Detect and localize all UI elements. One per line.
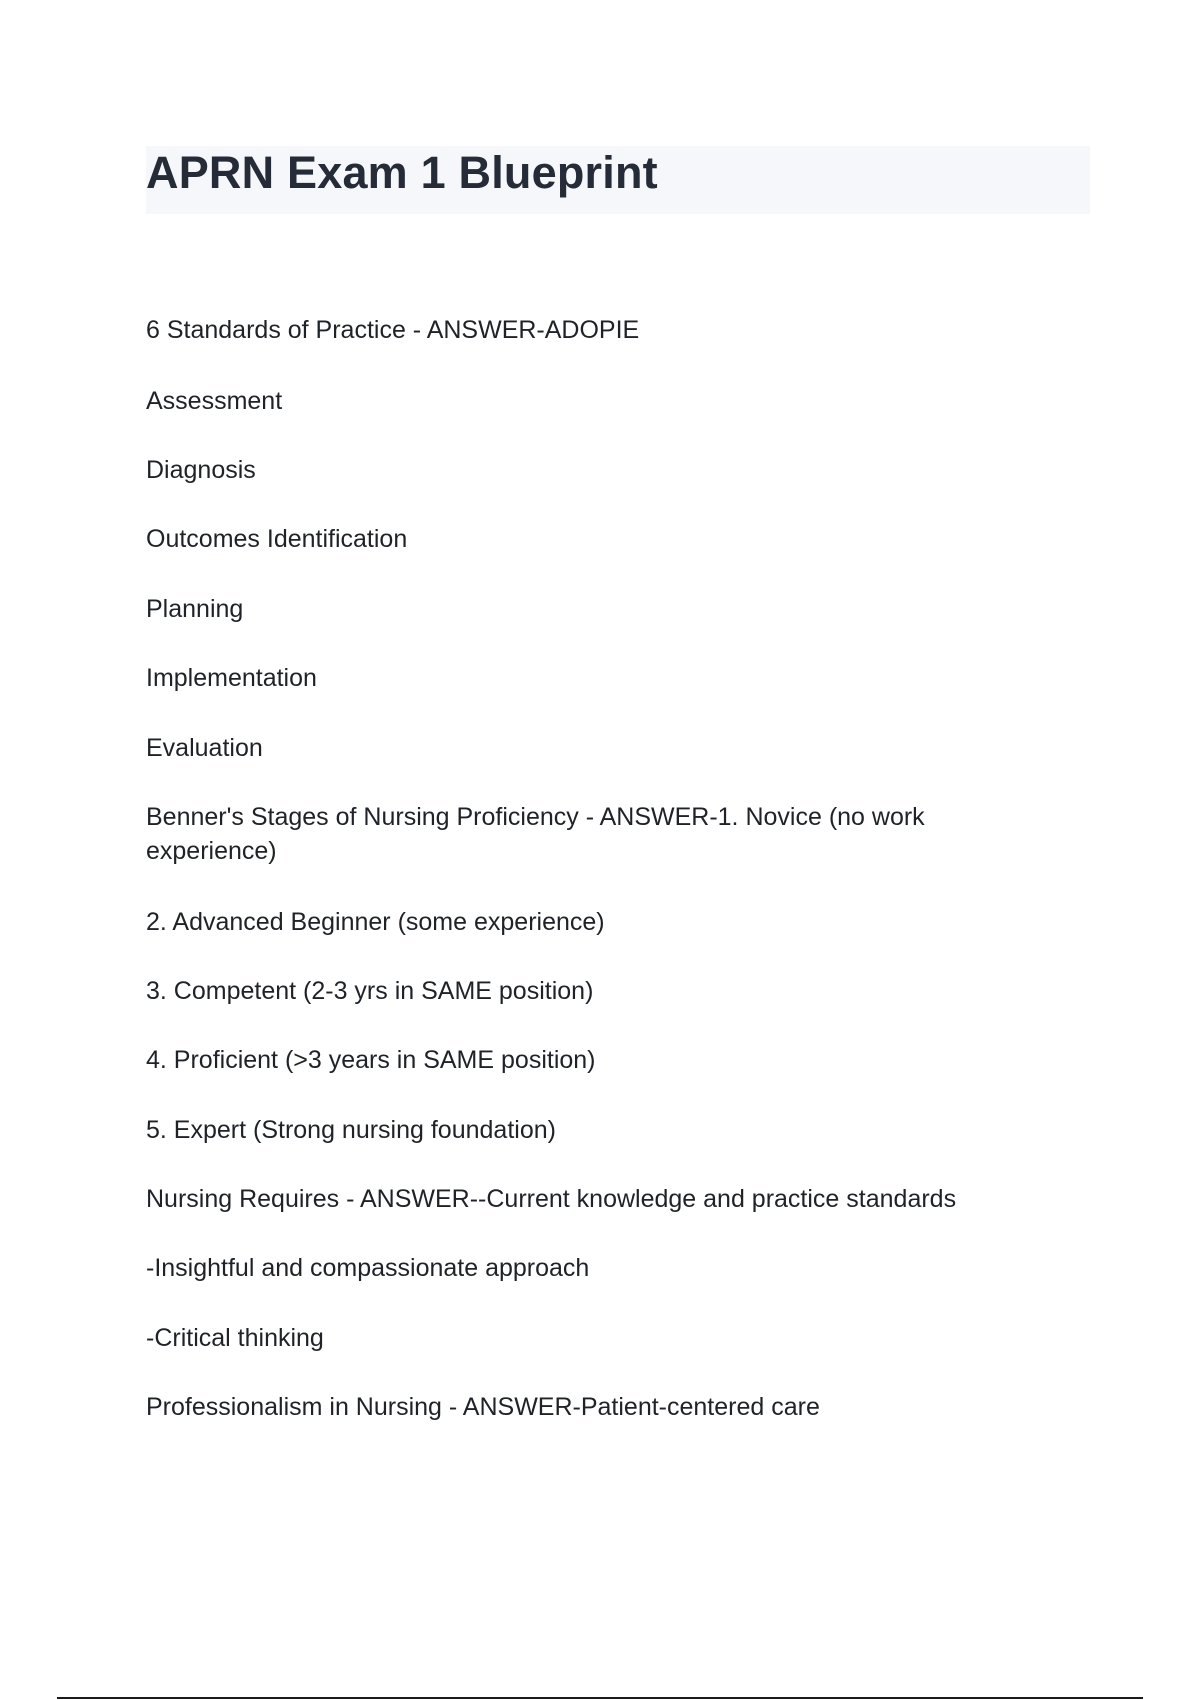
text-line: Assessment	[146, 387, 283, 415]
text-line: 5. Expert (Strong nursing foundation)	[146, 1116, 556, 1144]
text-line: 6 Standards of Practice - ANSWER-ADOPIE	[146, 316, 640, 344]
text-line: Outcomes Identification	[146, 525, 408, 553]
page-title: APRN Exam 1 Blueprint	[146, 147, 658, 198]
text-line: -Insightful and compassionate approach	[146, 1254, 590, 1282]
text-line: Professionalism in Nursing - ANSWER-Patient-centered care	[146, 1393, 820, 1421]
text-line: -Critical thinking	[146, 1324, 324, 1352]
text-line: Nursing Requires - ANSWER--Current knowledge and practice standards	[146, 1185, 957, 1213]
footer-divider	[57, 1697, 1143, 1699]
text-line: Planning	[146, 595, 244, 623]
text-line: 3. Competent (2-3 yrs in SAME position)	[146, 977, 594, 1005]
text-line: Evaluation	[146, 734, 263, 762]
text-line: 2. Advanced Beginner (some experience)	[146, 908, 605, 936]
text-line: 4. Proficient (>3 years in SAME position)	[146, 1046, 596, 1074]
text-line: Diagnosis	[146, 456, 256, 484]
text-line: Benner's Stages of Nursing Proficiency - ANSWER-1. Novice (no work experience)	[146, 803, 925, 865]
text-line: Implementation	[146, 664, 317, 692]
